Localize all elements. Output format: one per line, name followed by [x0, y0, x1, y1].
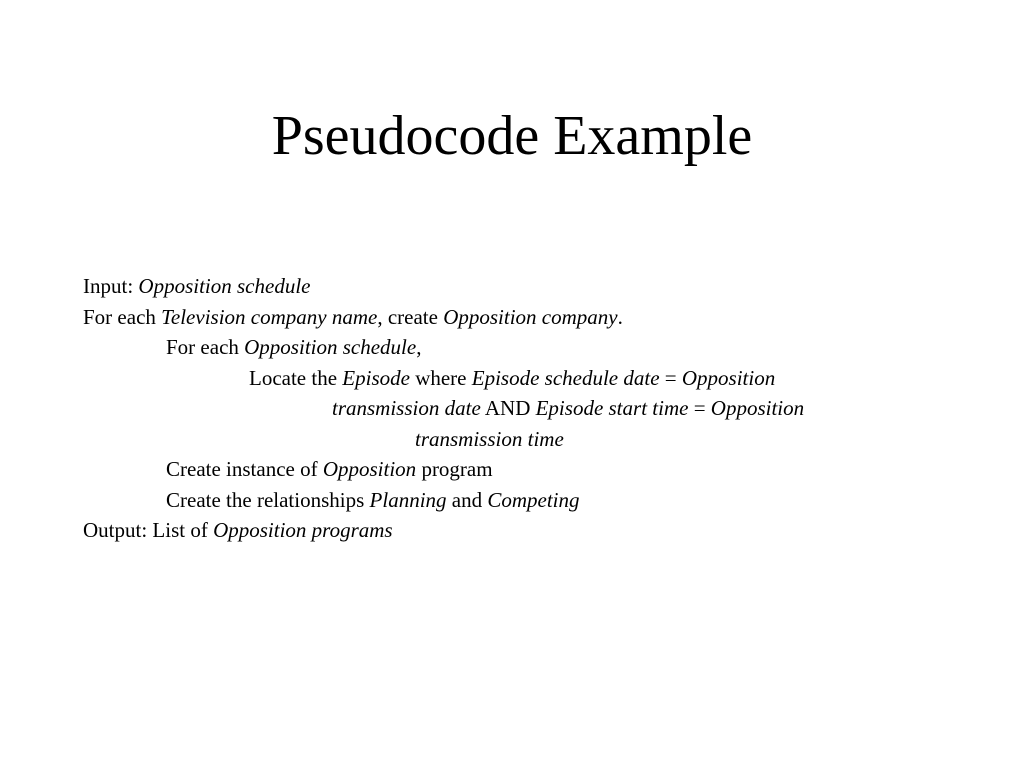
pseudocode-text: Input: — [83, 274, 139, 298]
pseudocode-text: For each — [166, 335, 245, 359]
pseudocode-text: = — [659, 365, 682, 390]
pseudocode-term: Opposition schedule — [138, 274, 311, 298]
pseudocode-line — [83, 485, 983, 516]
pseudocode-line — [83, 515, 983, 546]
pseudocode-term: Opposition schedule — [244, 335, 417, 359]
pseudocode-text: AND — [480, 396, 536, 420]
pseudocode-text: Create instance of — [166, 457, 323, 481]
pseudocode-text: Create the relationships — [166, 487, 370, 512]
pseudocode-text: For each — [83, 304, 162, 329]
pseudocode-text: , create — [377, 304, 444, 329]
pseudocode-term: Episode schedule date — [471, 365, 660, 390]
pseudocode-line — [83, 271, 983, 302]
pseudocode-text: , — [416, 335, 422, 359]
pseudocode-line — [83, 424, 983, 455]
pseudocode-text: where — [409, 365, 472, 390]
pseudocode-term: Planning — [369, 487, 447, 512]
pseudocode-term: Episode start time — [535, 396, 689, 420]
pseudocode-body — [83, 271, 983, 546]
pseudocode-term: transmission date — [332, 396, 481, 420]
pseudocode-term: Opposition — [681, 365, 776, 390]
slide-title: Pseudocode Example — [271, 105, 753, 167]
pseudocode-text: program — [416, 457, 493, 481]
pseudocode-line — [83, 302, 983, 333]
pseudocode-line — [83, 332, 983, 363]
pseudocode-line — [83, 454, 983, 485]
pseudocode-text: Output: List of — [83, 518, 214, 542]
pseudocode-term: Competing — [487, 487, 580, 512]
pseudocode-text: = — [688, 396, 711, 420]
pseudocode-term: Opposition company — [443, 304, 618, 329]
pseudocode-term: transmission time — [415, 426, 564, 451]
pseudocode-text: . — [617, 304, 623, 329]
pseudocode-text: and — [446, 487, 488, 512]
pseudocode-text: Locate the — [249, 365, 343, 390]
pseudocode-term: Episode — [342, 365, 410, 390]
pseudocode-term: Opposition — [322, 457, 417, 481]
pseudocode-term: Opposition programs — [213, 518, 393, 542]
pseudocode-term: Opposition — [710, 396, 805, 420]
pseudocode-line — [83, 363, 983, 394]
pseudocode-line — [83, 393, 983, 424]
pseudocode-term: Television company name — [161, 304, 378, 329]
